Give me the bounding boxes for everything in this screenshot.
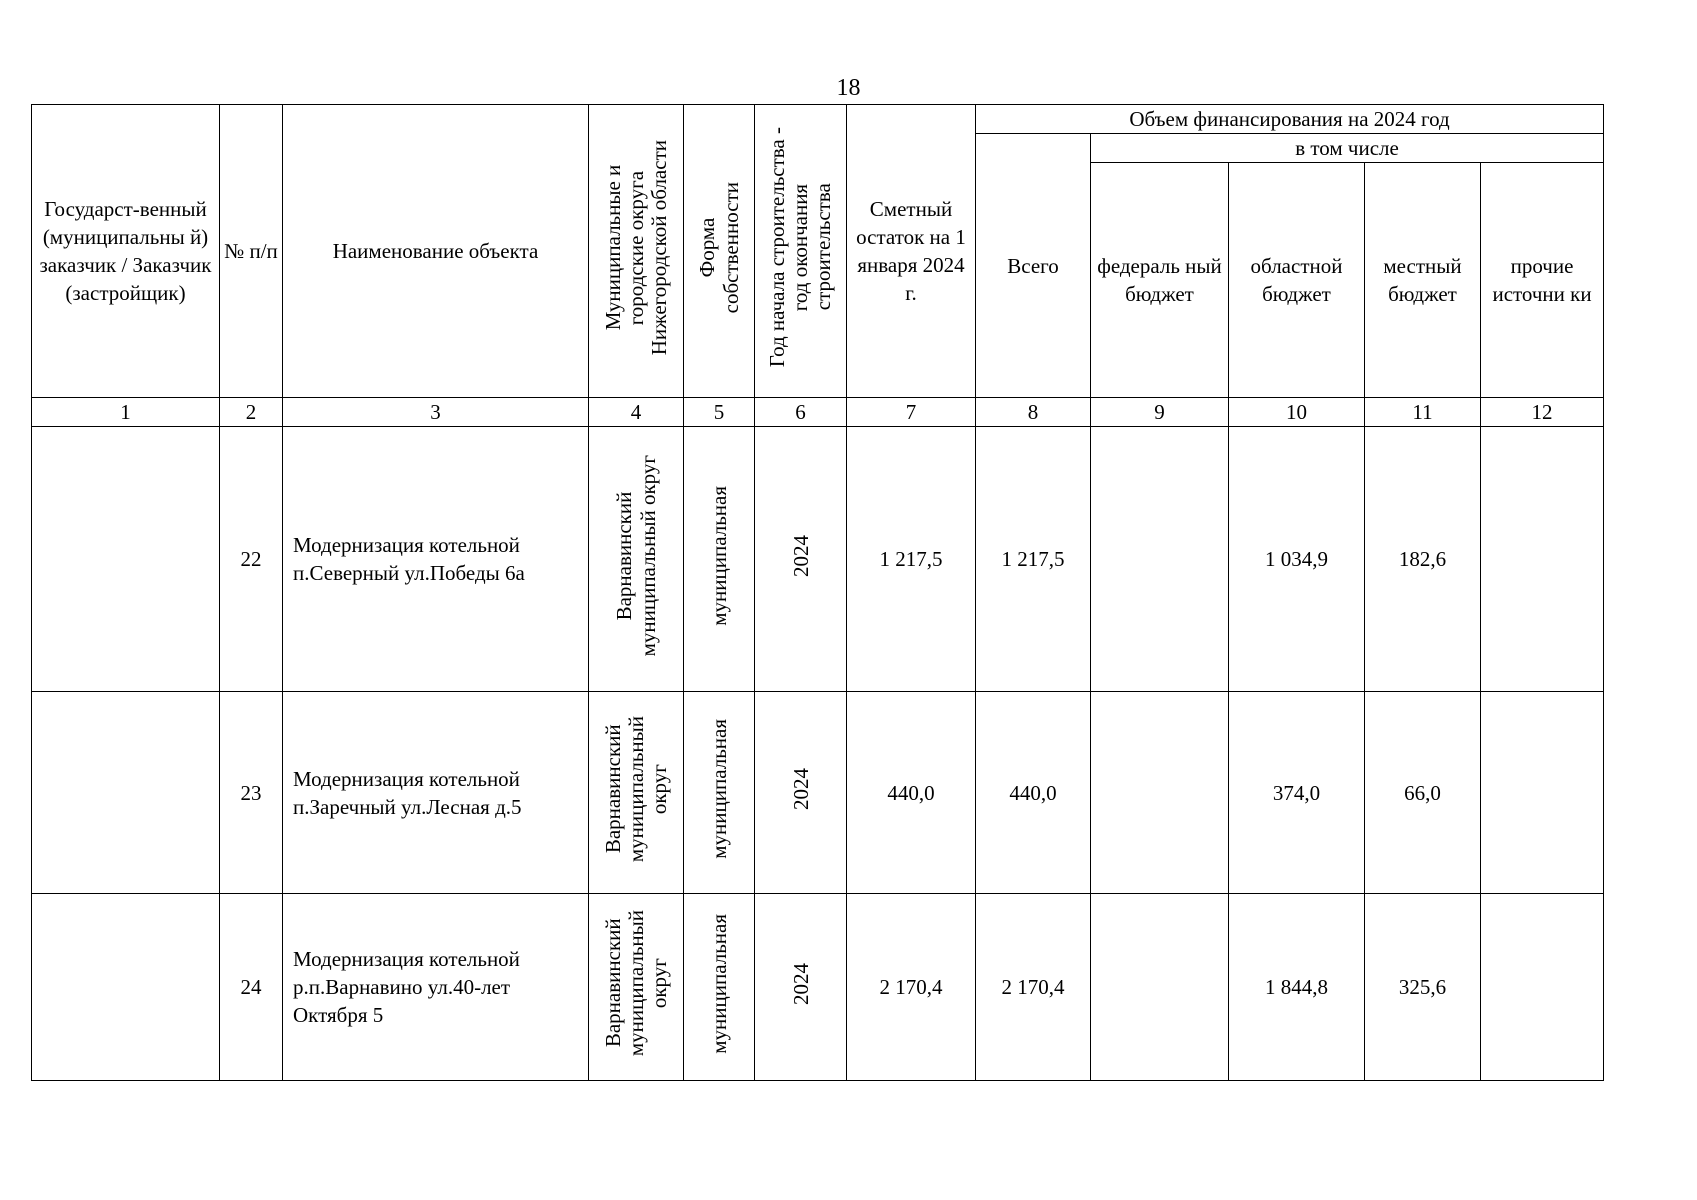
cell-district-text: Варнавинский муниципальный округ xyxy=(600,910,671,1057)
col-number: 11 xyxy=(1365,398,1481,427)
cell-regional: 1 034,9 xyxy=(1229,427,1365,692)
cell-customer xyxy=(32,692,220,894)
cell-object-name: Модернизация котельной п.Заречный ул.Лесная д.5 xyxy=(283,692,589,894)
cell-years: 2024 xyxy=(755,894,847,1081)
cell-number: 22 xyxy=(220,427,283,692)
cell-local: 325,6 xyxy=(1365,894,1481,1081)
column-numbers-row xyxy=(32,398,1604,427)
cell-district xyxy=(589,692,684,894)
header-object-name: Наименование объекта xyxy=(283,105,589,398)
cell-total: 1 217,5 xyxy=(976,427,1091,692)
cell-customer xyxy=(32,894,220,1081)
cell-federal xyxy=(1091,894,1229,1081)
cell-total: 440,0 xyxy=(976,692,1091,894)
table-row xyxy=(32,692,1604,894)
cell-other xyxy=(1481,894,1604,1081)
cell-federal xyxy=(1091,427,1229,692)
cell-estimated-balance: 2 170,4 xyxy=(847,894,976,1081)
cell-total: 2 170,4 xyxy=(976,894,1091,1081)
cell-district xyxy=(589,894,684,1081)
cell-estimated-balance: 1 217,5 xyxy=(847,427,976,692)
cell-years: 2024 xyxy=(755,692,847,894)
col-number: 9 xyxy=(1091,398,1229,427)
header-including: в том числе xyxy=(1091,134,1604,163)
header-federal: федераль ный бюджет xyxy=(1091,163,1229,398)
header-years xyxy=(755,105,847,398)
col-number: 3 xyxy=(283,398,589,427)
col-number: 1 xyxy=(32,398,220,427)
header-ownership xyxy=(684,105,755,398)
cell-ownership: муниципальная xyxy=(684,894,755,1081)
cell-years: 2024 xyxy=(755,427,847,692)
col-number: 12 xyxy=(1481,398,1604,427)
cell-federal xyxy=(1091,692,1229,894)
header-years-text: Год начала строительства - год окончания строительства xyxy=(765,127,835,368)
cell-estimated-balance: 440,0 xyxy=(847,692,976,894)
header-total: Всего xyxy=(976,134,1091,398)
col-number: 7 xyxy=(847,398,976,427)
cell-local: 182,6 xyxy=(1365,427,1481,692)
cell-object-name: Модернизация котельной п.Северный ул.Победы 6а xyxy=(283,427,589,692)
cell-number: 23 xyxy=(220,692,283,894)
cell-customer xyxy=(32,427,220,692)
cell-regional: 1 844,8 xyxy=(1229,894,1365,1081)
cell-other xyxy=(1481,427,1604,692)
cell-ownership: муниципальная xyxy=(684,692,755,894)
header-district xyxy=(589,105,684,398)
col-number: 2 xyxy=(220,398,283,427)
page-number: 18 xyxy=(836,75,861,101)
cell-regional: 374,0 xyxy=(1229,692,1365,894)
col-number: 8 xyxy=(976,398,1091,427)
header-number: № п/п xyxy=(220,105,283,398)
header-customer: Государст-венный (муниципальны й) заказчик / Заказчик (застройщик) xyxy=(32,105,220,398)
cell-other xyxy=(1481,692,1604,894)
header-other: прочие источни ки xyxy=(1481,163,1604,398)
financing-table xyxy=(31,104,1604,1081)
cell-object-name: Модернизация котельной р.п.Варнавино ул.40-лет Октября 5 xyxy=(283,894,589,1081)
cell-district-text: Варнавинский муниципальный округ xyxy=(600,715,671,863)
cell-district xyxy=(589,427,684,692)
table-row xyxy=(32,894,1604,1081)
header-ownership-text: Форма собственности xyxy=(695,181,743,314)
cell-ownership: муниципальная xyxy=(684,427,755,692)
table-row xyxy=(32,427,1604,692)
cell-local: 66,0 xyxy=(1365,692,1481,894)
header-estimated-balance: Сметный остаток на 1 января 2024 г. xyxy=(847,105,976,398)
cell-district-text: Варнавинский муниципальный округ xyxy=(612,454,660,657)
header-district-text: Муниципальные и городские округа Нижегородской области xyxy=(600,139,671,356)
col-number: 4 xyxy=(589,398,684,427)
col-number: 10 xyxy=(1229,398,1365,427)
col-number: 5 xyxy=(684,398,755,427)
col-number: 6 xyxy=(755,398,847,427)
header-regional: областной бюджет xyxy=(1229,163,1365,398)
header-local: местный бюджет xyxy=(1365,163,1481,398)
header-financing: Объем финансирования на 2024 год xyxy=(976,105,1604,134)
cell-number: 24 xyxy=(220,894,283,1081)
